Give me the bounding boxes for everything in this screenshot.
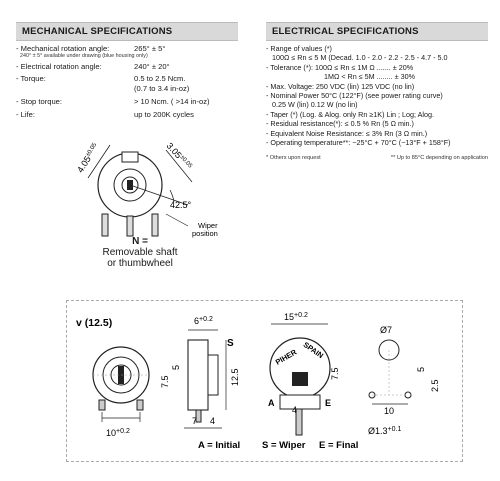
pin-dim: 4 bbox=[292, 405, 298, 415]
wiper-label-2: position bbox=[192, 229, 218, 238]
spec-row: - Stop torque: > 10 Ncm. ( >14 in-oz) bbox=[16, 97, 210, 106]
legend-e: E = Final bbox=[319, 440, 359, 451]
pcb-h2: 2.5 bbox=[430, 379, 440, 392]
spec-row: 0.25 W (lin) 0.12 W (no lin) bbox=[272, 100, 358, 110]
pcb-h1: 5 bbox=[416, 366, 426, 372]
terminal-e: E bbox=[325, 398, 332, 408]
spec-row: - Range of values (*) bbox=[266, 44, 332, 53]
side-body bbox=[188, 340, 208, 410]
caption-line-1: Removable shaft bbox=[102, 247, 178, 258]
legend-a: A = Initial bbox=[198, 440, 241, 451]
spec-row: - Equivalent Noise Resistance: ≤ 3% Rn (3 Ω min.) bbox=[266, 128, 428, 138]
spec-row: - Torque: 0.5 to 2.5 Ncm. bbox=[16, 74, 186, 83]
spec-row: - Electrical rotation angle: 240° ± 20° bbox=[16, 61, 170, 71]
side-s-label: S bbox=[227, 338, 234, 349]
side-h3-dim: 7.5 bbox=[160, 375, 170, 388]
wiper-label: Wiper bbox=[198, 221, 218, 230]
footnote-right: ** Up to 85°C depending on application bbox=[390, 155, 488, 162]
pcb-width: 10 bbox=[384, 406, 395, 416]
spec-row: - Taper (*) (Log. & Alog. only Rn ≥1K) Lin ; Log; Alog. bbox=[266, 109, 435, 119]
spec-row: 1MΩ < Rn ≤ 5M ........ ± 30% bbox=[324, 72, 415, 82]
mechanical-note: 240° ± 5° available under drawing (blue housing only) bbox=[20, 52, 148, 59]
brand-spain: SPAIN bbox=[301, 339, 326, 361]
terminal-a: A bbox=[268, 398, 275, 408]
height-dim-top: 7.5 bbox=[330, 367, 340, 380]
spec-row: 100Ω ≤ Rn ≤ 5 M (Decad. 1.0 - 2.0 - 2.2 - 2.5 - 4.7 - 5.0 bbox=[272, 53, 448, 63]
mechanical-title: MECHANICAL SPECIFICATIONS bbox=[16, 22, 238, 41]
bottom-dimension-drawings bbox=[66, 300, 461, 475]
spec-row: - Nominal Power 50°C (122°F) (see power rating curve) bbox=[266, 91, 443, 101]
top-body bbox=[270, 338, 330, 398]
spec-row: - Mechanical rotation angle: 265° ± 5° bbox=[16, 44, 166, 53]
spec-row: - Life: up to 200K cycles bbox=[16, 109, 194, 119]
side-h2-dim: 5 bbox=[171, 364, 181, 370]
footnote-left: * Others upon request bbox=[266, 155, 321, 162]
electrical-specifications bbox=[266, 22, 488, 161]
pin-right bbox=[152, 214, 158, 236]
mechanical-specifications bbox=[16, 22, 238, 119]
side-b2-dim: 4 bbox=[210, 416, 216, 426]
legend-s: S = Wiper bbox=[262, 440, 306, 451]
model-label: v (12.5) bbox=[76, 317, 113, 329]
pin-mid bbox=[127, 216, 133, 236]
top-width-dim: $15^{+0.2}$ bbox=[284, 312, 308, 322]
caption-line-2: or thumbwheel bbox=[107, 258, 173, 269]
side-b1-dim: 7 bbox=[192, 416, 198, 426]
angle-label: 42.5° bbox=[170, 200, 192, 210]
electrical-title: ELECTRICAL SPECIFICATIONS bbox=[266, 22, 488, 41]
top-caption: N = Removable shaft or thumbwheel bbox=[70, 236, 210, 269]
spec-row: - Operating temperature**: −25°C + 70°C (−13°F + 158°F) bbox=[266, 138, 451, 148]
spec-row: - Max. Voltage: 250 VDC (lin) 125 VDC (no lin) bbox=[266, 81, 415, 91]
side-height-dim: 12.5 bbox=[230, 368, 240, 386]
dim-right: $3.05^{\pm 0.05}$ bbox=[164, 140, 193, 170]
front-width-dim: $10^{+0.2}$ bbox=[106, 428, 130, 438]
pcb-hole: $Ø1.3^{+0.1}$ bbox=[368, 426, 402, 436]
spec-row: - Residual resistance(*): ≤ 0.5 % Rn (5 Ω min.) bbox=[266, 119, 414, 129]
dim-left: $4.05^{\pm 0.05}$ bbox=[75, 142, 99, 175]
spec-row: (0.7 to 3.4 in-oz) bbox=[134, 83, 190, 93]
side-top-dim: $6^{+0.2}$ bbox=[194, 316, 213, 326]
pin-left bbox=[102, 214, 108, 236]
pcb-dia: Ø7 bbox=[380, 325, 393, 335]
spec-row: - Tolerance (*): 100Ω ≤ Rn ≤ 1M Ω ....... ± 20% bbox=[266, 62, 414, 72]
brand-piher: PIHER bbox=[273, 347, 299, 367]
